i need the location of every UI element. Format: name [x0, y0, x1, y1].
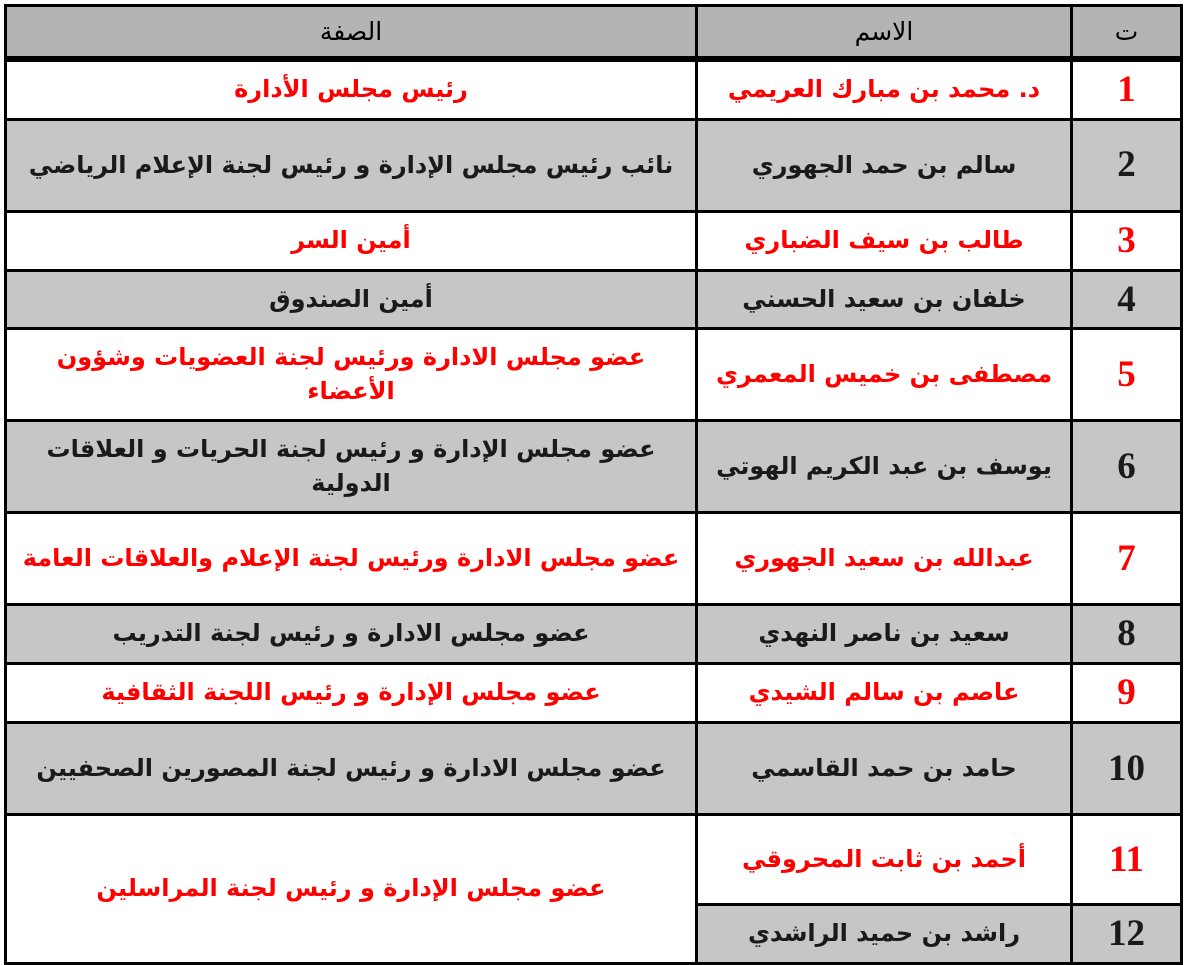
member-title: عضو مجلس الادارة ورئيس لجنة الإعلام والعلاقات العامة [6, 513, 697, 605]
member-name: راشد بن حميد الراشدي [697, 904, 1072, 963]
row-number: 10 [1072, 722, 1182, 814]
member-name: أحمد بن ثابت المحروقي [697, 814, 1072, 904]
row-number: 3 [1072, 211, 1182, 270]
header-row [6, 6, 1182, 60]
member-name: طالب بن سيف الضباري [697, 211, 1072, 270]
row-number: 9 [1072, 664, 1182, 723]
row-number: 4 [1072, 270, 1182, 329]
table-row [6, 605, 1182, 664]
table-row [6, 722, 1182, 814]
member-name: مصطفى بن خميس المعمري [697, 329, 1072, 421]
member-name: سعيد بن ناصر النهدي [697, 605, 1072, 664]
table-row [6, 270, 1182, 329]
member-name: سالم بن حمد الجهوري [697, 119, 1072, 211]
header-number: ت [1072, 6, 1182, 60]
member-title: عضو مجلس الادارة ورئيس لجنة العضويات وشؤون الأعضاء [6, 329, 697, 421]
member-title: أمين الصندوق [6, 270, 697, 329]
member-title: نائب رئيس مجلس الإدارة و رئيس لجنة الإعلام الرياضي [6, 119, 697, 211]
member-name: يوسف بن عبد الكريم الهوتي [697, 421, 1072, 513]
member-name: عبدالله بن سعيد الجهوري [697, 513, 1072, 605]
row-number: 7 [1072, 513, 1182, 605]
member-title: رئيس مجلس الأدارة [6, 59, 697, 119]
member-title: أمين السر [6, 211, 697, 270]
member-title: عضو مجلس الإدارة و رئيس اللجنة الثقافية [6, 664, 697, 723]
member-title: عضو مجلس الإدارة و رئيس لجنة الحريات و العلاقات الدولية [6, 421, 697, 513]
board-members-table [4, 4, 1183, 965]
row-number: 11 [1072, 814, 1182, 904]
table-row [6, 119, 1182, 211]
member-title: عضو مجلس الادارة و رئيس لجنة المصورين الصحفيين [6, 722, 697, 814]
row-number: 1 [1072, 59, 1182, 119]
row-number: 2 [1072, 119, 1182, 211]
header-name: الاسم [697, 6, 1072, 60]
table-row [6, 59, 1182, 119]
table-row [6, 664, 1182, 723]
member-title: عضو مجلس الادارة و رئيس لجنة التدريب [6, 605, 697, 664]
member-name: حامد بن حمد القاسمي [697, 722, 1072, 814]
member-title: عضو مجلس الإدارة و رئيس لجنة المراسلين [6, 814, 697, 963]
header-title: الصفة [6, 6, 697, 60]
member-name: د. محمد بن مبارك العريمي [697, 59, 1072, 119]
row-number: 12 [1072, 904, 1182, 963]
row-number: 5 [1072, 329, 1182, 421]
row-number: 8 [1072, 605, 1182, 664]
table-row [6, 814, 1182, 904]
row-number: 6 [1072, 421, 1182, 513]
table-row [6, 421, 1182, 513]
member-name: خلفان بن سعيد الحسني [697, 270, 1072, 329]
table-row [6, 513, 1182, 605]
table-row [6, 329, 1182, 421]
member-name: عاصم بن سالم الشيدي [697, 664, 1072, 723]
table-row [6, 211, 1182, 270]
